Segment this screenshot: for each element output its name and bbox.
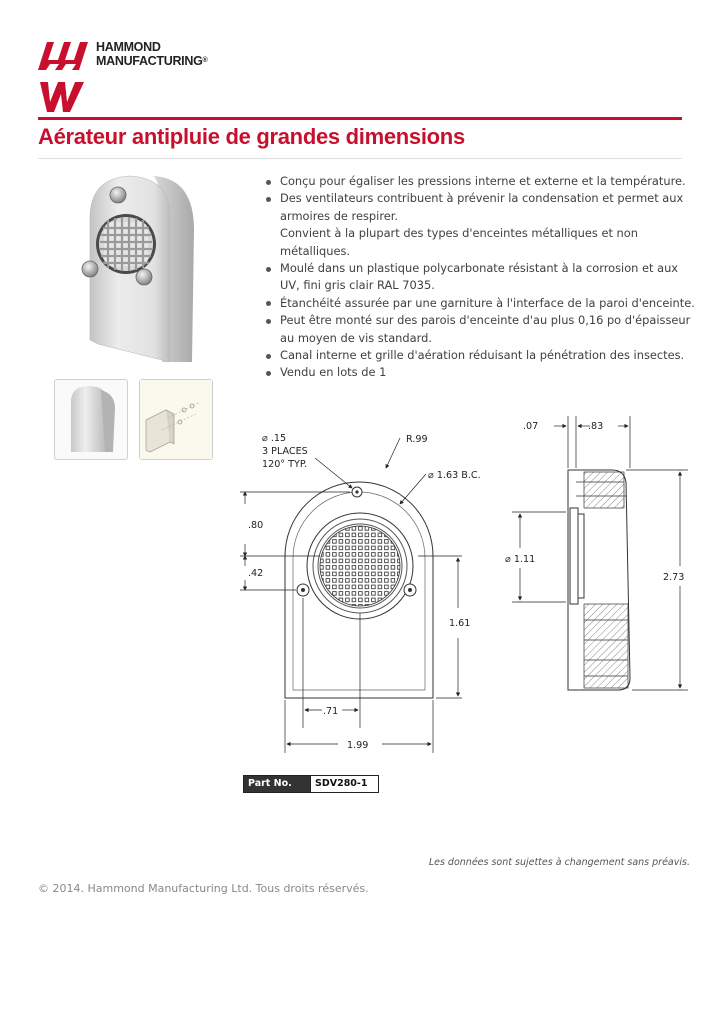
feature-list <box>263 173 695 382</box>
product-photo <box>78 172 198 364</box>
part-number-value[interactable]: SDV280-1 <box>310 776 378 792</box>
dim-42: .42 <box>248 568 264 579</box>
dim-161: 1.61 <box>449 618 471 629</box>
feature-item: Vendu en lots de 1 <box>263 364 695 381</box>
dim-273: 2.73 <box>663 572 685 583</box>
dim-71: .71 <box>323 706 339 717</box>
hammond-logo-icon <box>38 40 88 112</box>
dim-angle: 120° TYP. <box>262 459 308 470</box>
page-title: Aérateur antipluie de grandes dimensions <box>38 124 465 149</box>
feature-item: Conçu pour égaliser les pressions interne et externe et la température. <box>263 173 695 190</box>
feature-item: Convient à la plupart des types d'enceintes métalliques et non métalliques. <box>280 226 638 258</box>
part-number-box <box>243 775 379 793</box>
dim-hole-dia: ⌀ .15 <box>262 433 287 444</box>
feature-item: Des ventilateurs contribuent à prévenir la condensation et permet aux armoires de respirer. <box>263 190 695 225</box>
disclaimer: Les données sont sujettes à changement sans préavis. <box>428 857 690 868</box>
header-rule <box>38 117 682 120</box>
dim-radius: R.99 <box>406 434 428 445</box>
dim-places: 3 PLACES <box>262 446 308 457</box>
feature-item: Étanchéité assurée par une garniture à l'interface de la paroi d'enceinte. <box>263 295 695 312</box>
title-divider <box>38 158 682 159</box>
brand-line2: MANUFACTURING <box>96 54 203 68</box>
brand-line1: HAMMOND <box>96 40 161 54</box>
dim-83: .83 <box>588 421 604 432</box>
dim-199: 1.99 <box>347 740 369 751</box>
screw-icon <box>110 187 126 203</box>
technical-drawing <box>240 408 690 763</box>
registered-mark: ® <box>202 57 208 64</box>
brand-name <box>96 40 207 68</box>
copyright: © 2014. Hammond Manufacturing Ltd. Tous droits réservés. <box>38 882 369 895</box>
thumbnail-product-back[interactable] <box>54 379 128 460</box>
product-back-thumb-icon <box>55 380 127 459</box>
thumbnail-assembly[interactable] <box>139 379 213 460</box>
dim-07: .07 <box>523 421 539 432</box>
dim-80: .80 <box>248 520 264 531</box>
dim-111: ⌀ 1.11 <box>505 554 536 565</box>
feature-item: Moulé dans un plastique polycarbonate résistant à la corrosion et aux UV, fini gris clair RAL 7035. <box>263 260 695 295</box>
feature-item: Peut être monté sur des parois d'enceinte d'au plus 0,16 po d'épaisseur au moyen de vis standard. <box>263 312 695 347</box>
dim-bolt-circle: ⌀ 1.63 B.C. <box>428 470 481 481</box>
feature-item: Canal interne et grille d'aération réduisant la pénétration des insectes. <box>263 347 695 364</box>
part-number-label: Part No. <box>244 776 310 792</box>
assembly-thumb-icon <box>140 380 212 459</box>
screw-icon <box>136 269 152 285</box>
screw-icon <box>82 261 98 277</box>
